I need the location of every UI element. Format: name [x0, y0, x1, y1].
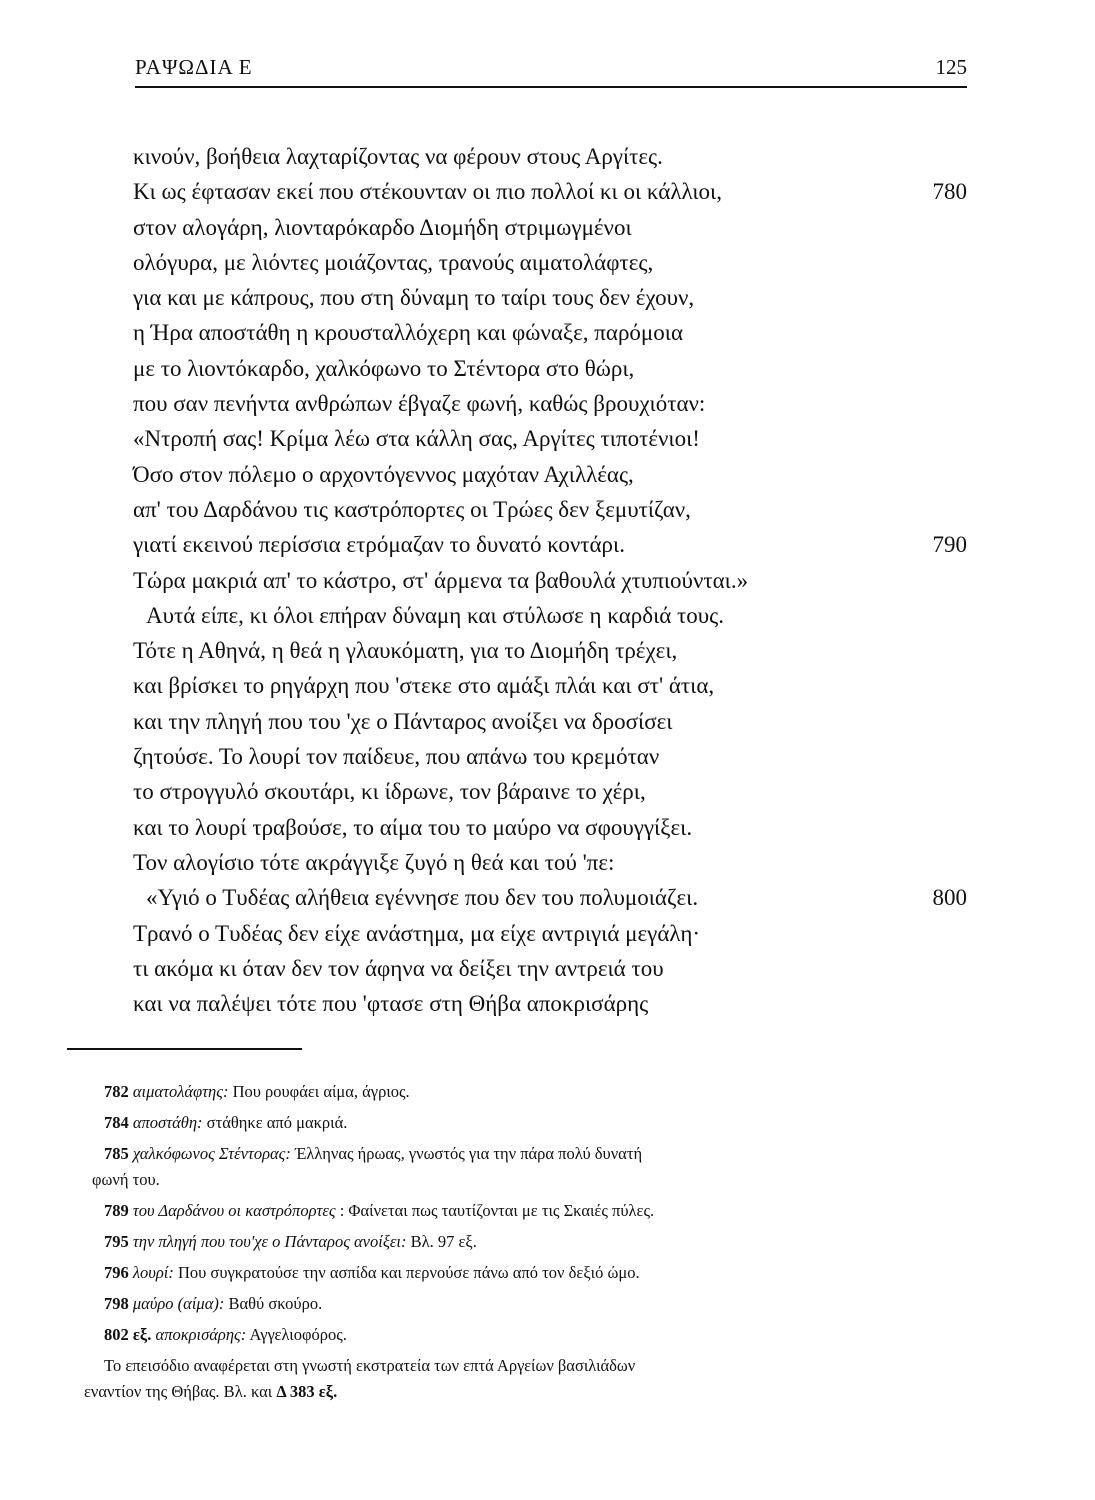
footnote [104, 1110, 904, 1136]
footnote [104, 1291, 904, 1317]
verse-line [133, 668, 967, 703]
footnote-term: χαλκόφωνος Στέντορας: [132, 1144, 291, 1163]
verse-line [133, 351, 967, 386]
verse-line [133, 916, 967, 951]
footnote [104, 1198, 904, 1224]
verse-text: και βρίσκει το ρηγάρχη που 'στεκε στο αμάξι πλάι και στ' άτια, [133, 673, 715, 699]
verse-text: γιατί εκεινού περίσσια ετρόμαζαν το δυνατό κοντάρι. [133, 532, 625, 558]
verse-line [133, 386, 967, 421]
verse-text: με το λιοντόκαρδο, χαλκόφωνο το Στέντορα στο θώρι, [133, 355, 635, 381]
footnote-ref: 796 [104, 1263, 129, 1282]
footnote-text: Βαθύ σκούρο. [228, 1294, 323, 1313]
verse-line [133, 633, 967, 668]
footnote-text: Που συγκρατούσε την ασπίδα και περνούσε πάνω από τον δεξιό ώμο. [177, 1263, 640, 1282]
footnote-ref: 795 [104, 1232, 129, 1251]
footnote [104, 1079, 904, 1105]
footnote-ref: 782 [104, 1082, 129, 1101]
footnote-ref: 784 [104, 1113, 129, 1132]
verse-text: Αυτά είπε, κι όλοι επήραν δύναμη και στύλωσε η καρδιά τους. [146, 602, 725, 628]
verse-text: Τον αλογίσιο τότε ακράγγιξε ζυγό η θεά και τού 'πε: [133, 849, 615, 875]
verse-line [133, 139, 967, 174]
footnote-text: : Φαίνεται πως ταυτίζονται με τις Σκαιές πύλες. [339, 1201, 655, 1220]
verse-text: που σαν πενήντα ανθρώπων έβγαζε φωνή, καθώς βρουχιόταν: [133, 391, 706, 417]
verse-text: και την πληγή που του 'χε ο Πάνταρος ανοίξει να δροσίσει [133, 708, 673, 734]
verse-block [133, 139, 967, 1021]
verse-text: απ' του Δαρδάνου τις καστρόπορτες οι Τρώες δεν ξεμυτίζαν, [133, 496, 691, 522]
verse-line [133, 951, 967, 986]
footnote-note [84, 1353, 904, 1405]
footnote [104, 1322, 904, 1348]
verse-text: Τρανό ο Τυδέας δεν είχε ανάστημα, μα είχε αντριγιά μεγάλη· [133, 920, 701, 946]
page-number: 125 [935, 55, 967, 79]
footnote-term: του Δαρδάνου οι καστρόπορτες [132, 1201, 336, 1220]
footnote-continuation: φωνή του. [92, 1170, 160, 1189]
verse-line [133, 810, 967, 845]
footnote-text: Που ρουφάει αίμα, άγριος. [232, 1082, 410, 1101]
footnote-ref: 802 εξ. [104, 1325, 152, 1344]
chapter-title: ΡΑΨΩΔΙΑ Ε [135, 55, 253, 79]
footnote-term: αποστάθη: [132, 1113, 203, 1132]
header-rule [135, 86, 967, 88]
verse-line [133, 774, 967, 809]
note-line-2 [84, 1379, 904, 1405]
verse-line [133, 421, 967, 456]
line-number: 790 [932, 532, 967, 558]
verse-line [133, 174, 967, 209]
footnote-term: αιματολάφτης: [132, 1082, 229, 1101]
footnote-rule [67, 1048, 302, 1050]
footnote-ref: 789 [104, 1201, 129, 1220]
note-line-2-ref: Δ 383 εξ. [276, 1382, 338, 1401]
verse-line [133, 527, 967, 562]
footnote [104, 1229, 904, 1255]
footnote-text: Βλ. 97 εξ. [410, 1232, 477, 1251]
footnote-ref: 798 [104, 1294, 129, 1313]
verse-text: και το λουρί τραβούσε, το αίμα του το μαύρο να σφουγγίξει. [133, 814, 693, 840]
line-number: 800 [932, 885, 967, 911]
footnote-term: μαύρο (αίμα): [132, 1294, 225, 1313]
verse-line [133, 245, 967, 280]
verse-text: «Ντροπή σας! Κρίμα λέω στα κάλλη σας, Αργίτες τιποτένιοι! [133, 426, 700, 452]
verse-line [133, 704, 967, 739]
footnote-term: λουρί: [132, 1263, 174, 1282]
verse-text: και να παλέψει τότε που 'φτασε στη Θήβα αποκρισάρης [133, 991, 649, 1017]
verse-line [133, 598, 967, 633]
verse-text: η Ήρα αποστάθη η κρουσταλλόχερη και φώναξε, παρόμοια [133, 320, 684, 346]
verse-line [133, 739, 967, 774]
footnotes [84, 1079, 904, 1405]
verse-line [133, 315, 967, 350]
verse-text: Τώρα μακριά απ' το κάστρο, στ' άρμενα τα βαθουλά χτυπιούνται.» [133, 567, 749, 593]
footnote-term: την πληγή που του'χε ο Πάνταρος ανοίξει: [132, 1232, 407, 1251]
footnote-text: Έλληνας ήρωας, γνωστός για την πάρα πολύ δυνατή [294, 1144, 643, 1163]
footnote-term: αποκρισάρης: [155, 1325, 247, 1344]
verse-text: «Υγιό ο Τυδέας αλήθεια εγέννησε που δεν του πολυμοιάζει. [146, 885, 699, 911]
verse-text: το στρογγυλό σκουτάρι, κι ίδρωνε, τον βάραινε το χέρι, [133, 779, 646, 805]
verse-text: για και με κάπρους, που στη δύναμη το ταίρι τους δεν έχουν, [133, 285, 695, 311]
footnote [104, 1260, 904, 1286]
verse-text: στον αλογάρη, λιονταρόκαρδο Διομήδη στριμωγμένοι [133, 214, 632, 240]
footnote-text: Αγγελιοφόρος. [249, 1325, 347, 1344]
verse-line [133, 457, 967, 492]
note-line-1: Το επεισόδιο αναφέρεται στη γνωστή εκστρατεία των επτά Αργείων βασιλιάδων [104, 1356, 636, 1375]
verse-line [133, 563, 967, 598]
verse-line [133, 845, 967, 880]
footnote-list [92, 1079, 904, 1348]
line-number: 780 [932, 179, 967, 205]
verse-line [133, 280, 967, 315]
verse-line [133, 210, 967, 245]
footnote-ref: 785 [104, 1144, 129, 1163]
verse-line [133, 492, 967, 527]
verse-text: ολόγυρα, με λιόντες μοιάζοντας, τρανούς αιματολάφτες, [133, 249, 654, 275]
footnote-text: στάθηκε από μακριά. [206, 1113, 348, 1132]
verse-text: Όσο στον πόλεμο ο αρχοντόγεννος μαχόταν Αχιλλέας, [133, 461, 634, 487]
note-line-2-prefix: εναντίον της Θήβας. Βλ. και [84, 1382, 273, 1401]
verse-line [133, 986, 967, 1021]
footnote [92, 1141, 904, 1193]
verse-text: Κι ως έφτασαν εκεί που στέκουνταν οι πιο πολλοί κι οι κάλλιοι, [133, 179, 722, 205]
verse-text: τι ακόμα κι όταν δεν τον άφηνα να δείξει την αντρειά του [133, 955, 664, 981]
verse-line [133, 880, 967, 915]
verse-text: ζητούσε. Το λουρί τον παίδευε, που απάνω του κρεμόταν [133, 744, 660, 770]
verse-text: κινούν, βοήθεια λαχταρίζοντας να φέρουν στους Αργίτες. [133, 144, 663, 169]
verse-text: Τότε η Αθηνά, η θεά η γλαυκόματη, για το Διομήδη τρέχει, [133, 638, 678, 664]
